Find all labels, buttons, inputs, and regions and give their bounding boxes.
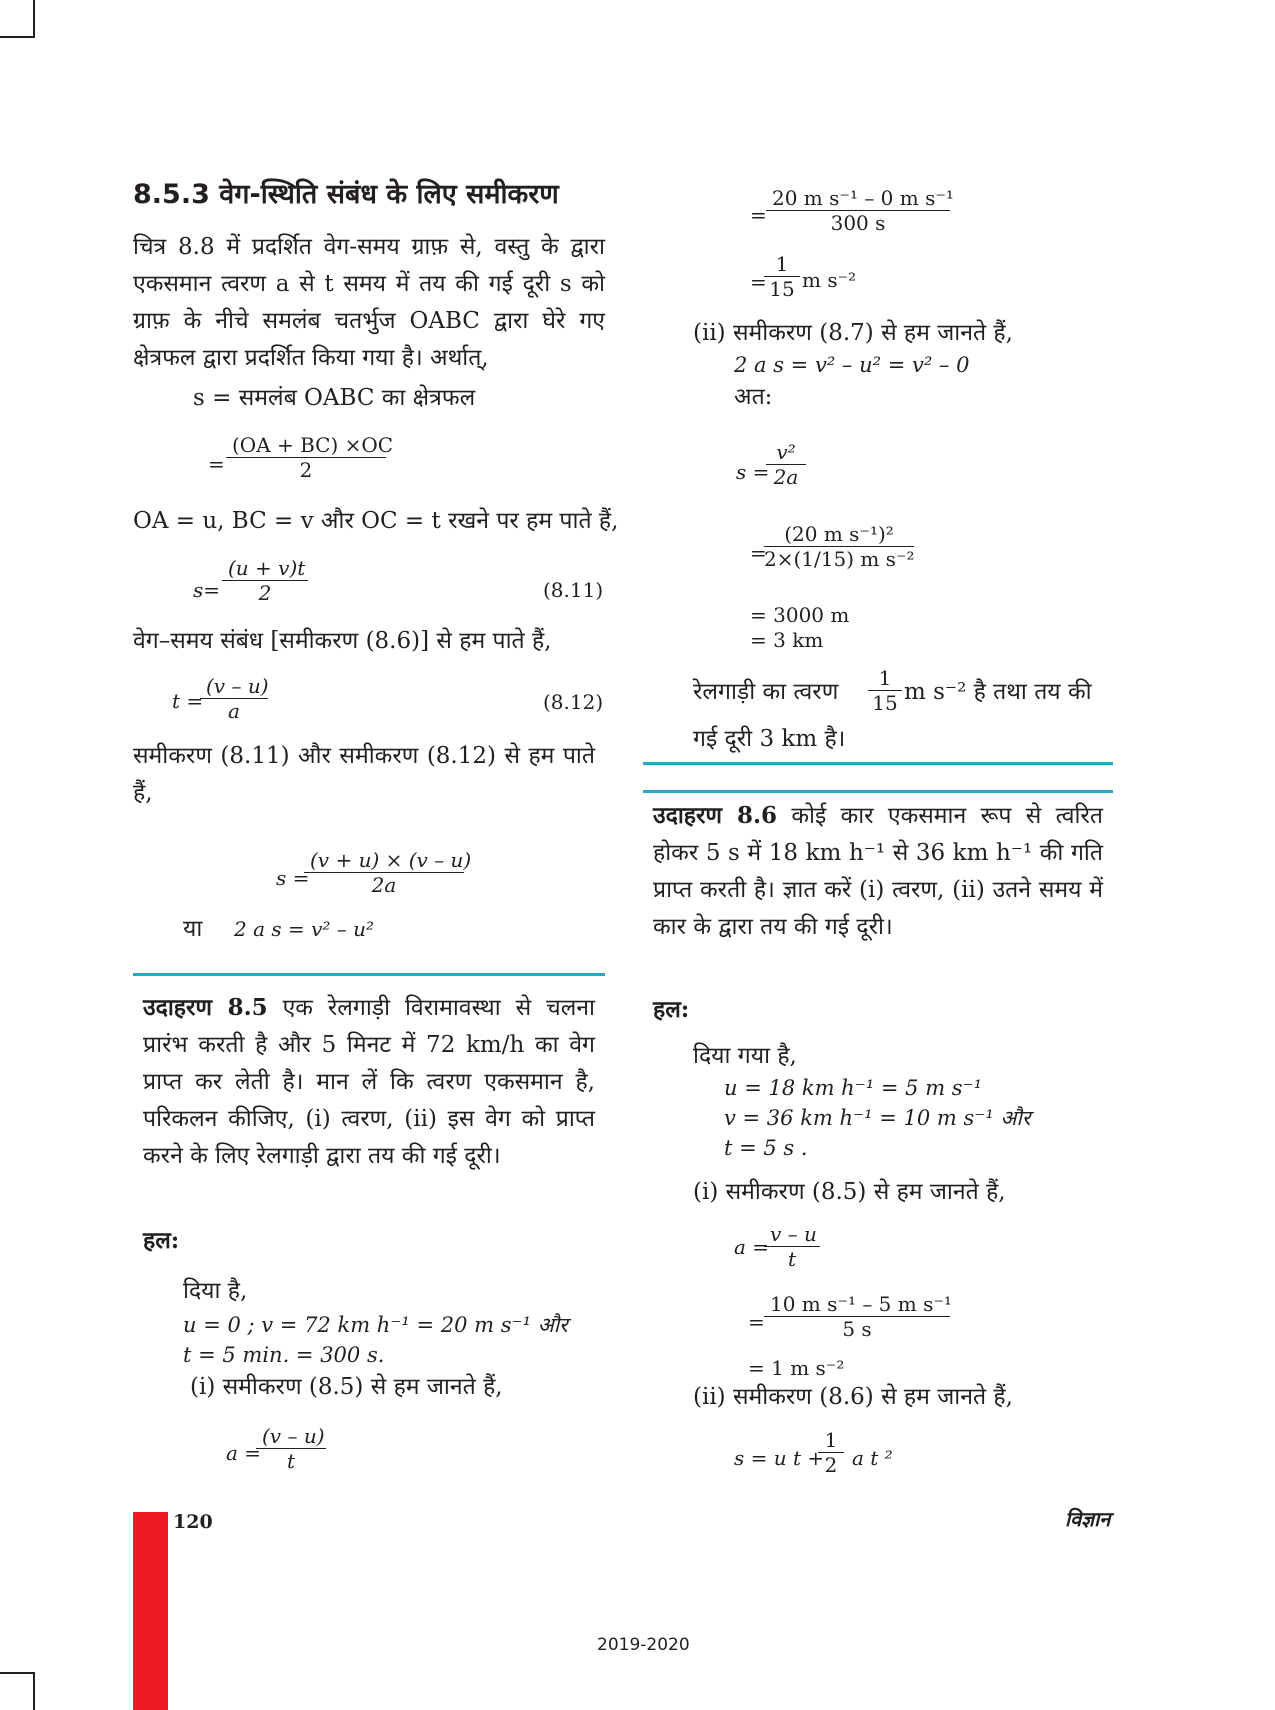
result-km: = 3 km [750,628,824,652]
calc1-fraction [766,186,954,235]
eq811-numerator: (u + v)t [222,556,308,581]
example85-a-numerator: (v – u) [256,1424,326,1449]
calc2-equals: = [750,270,767,294]
conclusion-fraction [868,666,902,715]
example85-given-2: t = 5 min. = 300 s. [183,1343,385,1367]
example85-a-fraction [256,1424,326,1473]
s-value-fraction [764,522,914,571]
result-meters: = 3000 m [750,603,850,627]
step-ii: (ii) समीकरण (8.7) से हम जानते हैं, [693,320,1013,346]
example86-label: उदाहरण 8.6 [653,802,778,829]
example85-given: दिया है, [183,1278,248,1304]
combined-fraction [304,848,472,897]
example85-step-i: (i) समीकरण (8.5) से हम जानते हैं, [190,1374,503,1400]
calc1-equals: = [750,203,767,227]
calc1-numerator: 20 m s⁻¹ – 0 m s⁻¹ [766,186,950,211]
s-denominator: 2a [773,465,799,489]
eq811-denominator: 2 [258,581,272,605]
s-lhs: s = [736,460,770,484]
conclusion-line-1 [693,677,838,707]
section-heading [133,180,559,210]
example86-a-lhs: a = [734,1235,770,1259]
divider-right-bottom [643,790,1113,793]
example86-s-eq-numerator: 1 [818,1428,844,1453]
year-stamp: 2019-2020 [597,1635,690,1655]
conclusion-denominator: 15 [872,691,898,715]
eq812-fraction [200,674,268,723]
example86-given: दिया गया है, [693,1043,797,1069]
eq812-numerator: (v – u) [200,674,268,699]
calc2-numerator: 1 [764,252,800,277]
section-title: वेग-स्थिति संबंध के लिए समीकरण [219,179,559,210]
eq812-denominator: a [228,699,240,723]
example86-a-numerator: v – u [764,1222,820,1247]
area-fraction [226,433,394,482]
final-equation: 2 a s = v² – u² [234,917,375,941]
area-numerator: (OA + BC) ×OC [226,433,386,458]
example86-given-u: u = 18 km h⁻¹ = 5 m s⁻¹ [724,1076,983,1100]
combine-text: समीकरण (8.11) और समीकरण (8.12) से हम पाते हैं, [133,743,595,806]
calc1-denominator: 300 s [830,211,886,235]
substitution-text: OA = u, BC = v और OC = t रखने पर हम पाते हैं, [133,508,619,534]
crop-mark-bottom-left-v [33,1672,35,1710]
example86-step-i: (i) समीकरण (8.5) से हम जानते हैं, [693,1179,1006,1205]
page-number: 120 [173,1511,213,1533]
s-value-equals: = [750,541,767,565]
conclusion-numerator: 1 [868,666,902,691]
therefore: अत: [734,384,773,410]
example86-calc-numerator: 10 m s⁻¹ – 5 m s⁻¹ [764,1292,950,1317]
example86-a-denominator: t [787,1247,797,1271]
calc2-fraction [764,252,800,301]
combined-lhs: s = [276,866,310,890]
book-title: विज्ञान [1065,1507,1111,1531]
example85-given-1: u = 0 ; v = 72 km h⁻¹ = 20 m s⁻¹ और [183,1313,568,1337]
eq812-lhs: t = [172,689,204,713]
section-number: 8.5.3 [133,179,210,210]
divider-right-top [643,762,1113,765]
example86-a-fraction [764,1222,820,1271]
crop-mark-top-left-v [33,0,35,38]
example86-a-result: = 1 m s⁻² [748,1356,845,1380]
eq811-fraction [222,556,308,605]
area-equals: = [208,452,225,476]
divider-left [133,973,605,976]
crop-mark-bottom-left-h [0,1672,35,1674]
eq811-lhs: s= [193,578,221,602]
example85-text: एक रेलगाड़ी विरामावस्था से चलना प्रारंभ करती है और 5 मिनट में 72 km/h का वेग प्राप्त कर लेती है। मान लें कि त्वरण एकसमान है, परिकलन कीजिए, (i) त्वरण, (ii) इस वेग को प्राप्त करने के लिए रेलगाड़ी द्वारा तय की गई दूरी। [143,995,596,1169]
s-value-numerator: (20 m s⁻¹)² [764,522,914,547]
example86-block [653,797,1103,946]
example86-given-t: t = 5 s . [724,1136,808,1160]
example86-s-eq-denominator: 2 [824,1453,838,1477]
area-statement: s = समलंब OABC का क्षेत्रफल [193,385,476,411]
example86-text: कोई कार एकसमान रूप से त्वरित होकर 5 s में 18 km h⁻¹ से 36 km h⁻¹ की गति प्राप्त करती है। ज्ञात करें (i) त्वरण, (ii) उतने समय में कार के द्वारा तय की गई दूरी। [653,803,1103,940]
eq811-label: (8.11) [543,578,604,602]
example86-s-eq-a: s = u t + [734,1446,825,1470]
eq87: 2 a s = v² – u² = v² – 0 [734,353,970,377]
example86-step-ii: (ii) समीकरण (8.6) से हम जानते हैं, [693,1384,1013,1410]
example86-s-eq-fraction [818,1428,844,1477]
example85-a-lhs: a = [226,1441,262,1465]
example86-solution-label: हल: [653,996,690,1023]
s-value-denominator: 2×(1/15) m s⁻² [764,547,915,571]
example86-s-eq-b: a t ² [852,1446,893,1470]
example86-given-v: v = 36 km h⁻¹ = 10 m s⁻¹ और [724,1106,1031,1130]
area-denominator: 2 [299,458,313,482]
conclusion-text-a: रेलगाड़ी का त्वरण [693,679,839,705]
example86-calc-denominator: 5 s [842,1317,872,1341]
example85-a-denominator: t [286,1449,296,1473]
or-word: या [183,916,203,942]
example85-label: उदाहरण 8.5 [143,994,268,1021]
example86-calc-fraction [764,1292,950,1341]
page-color-bar [133,1512,168,1710]
example85-block [143,989,595,1175]
combined-denominator: 2a [371,873,397,897]
conclusion-line-2: गई दूरी 3 km है। [693,726,846,752]
velocity-time-relation: वेग–समय संबंध [समीकरण (8.6)] से हम पाते हैं, [133,628,552,654]
calc2-unit: m s⁻² [802,268,857,292]
s-numerator: v² [766,440,806,465]
example85-solution-label: हल: [143,1227,180,1254]
calc2-denominator: 15 [769,277,795,301]
conclusion-text-b: m s⁻² है तथा तय की [904,679,1092,705]
section-paragraph: चित्र 8.8 में प्रदर्शित वेग-समय ग्राफ़ से, वस्तु के द्वारा एकसमान त्वरण a से t समय में तय की गई दूरी s को ग्राफ़ के नीचे समलंब चतर्भुज OABC द्वारा घेरे गए क्षेत्रफल द्वारा प्रदर्शित किया गया है। अर्थात्, [133,234,605,371]
combined-numerator: (v + u) × (v – u) [304,848,464,873]
crop-mark-top-left-h [0,36,35,38]
s-fraction [766,440,806,489]
eq812-label: (8.12) [543,690,604,714]
example86-calc-equals: = [748,1310,765,1334]
